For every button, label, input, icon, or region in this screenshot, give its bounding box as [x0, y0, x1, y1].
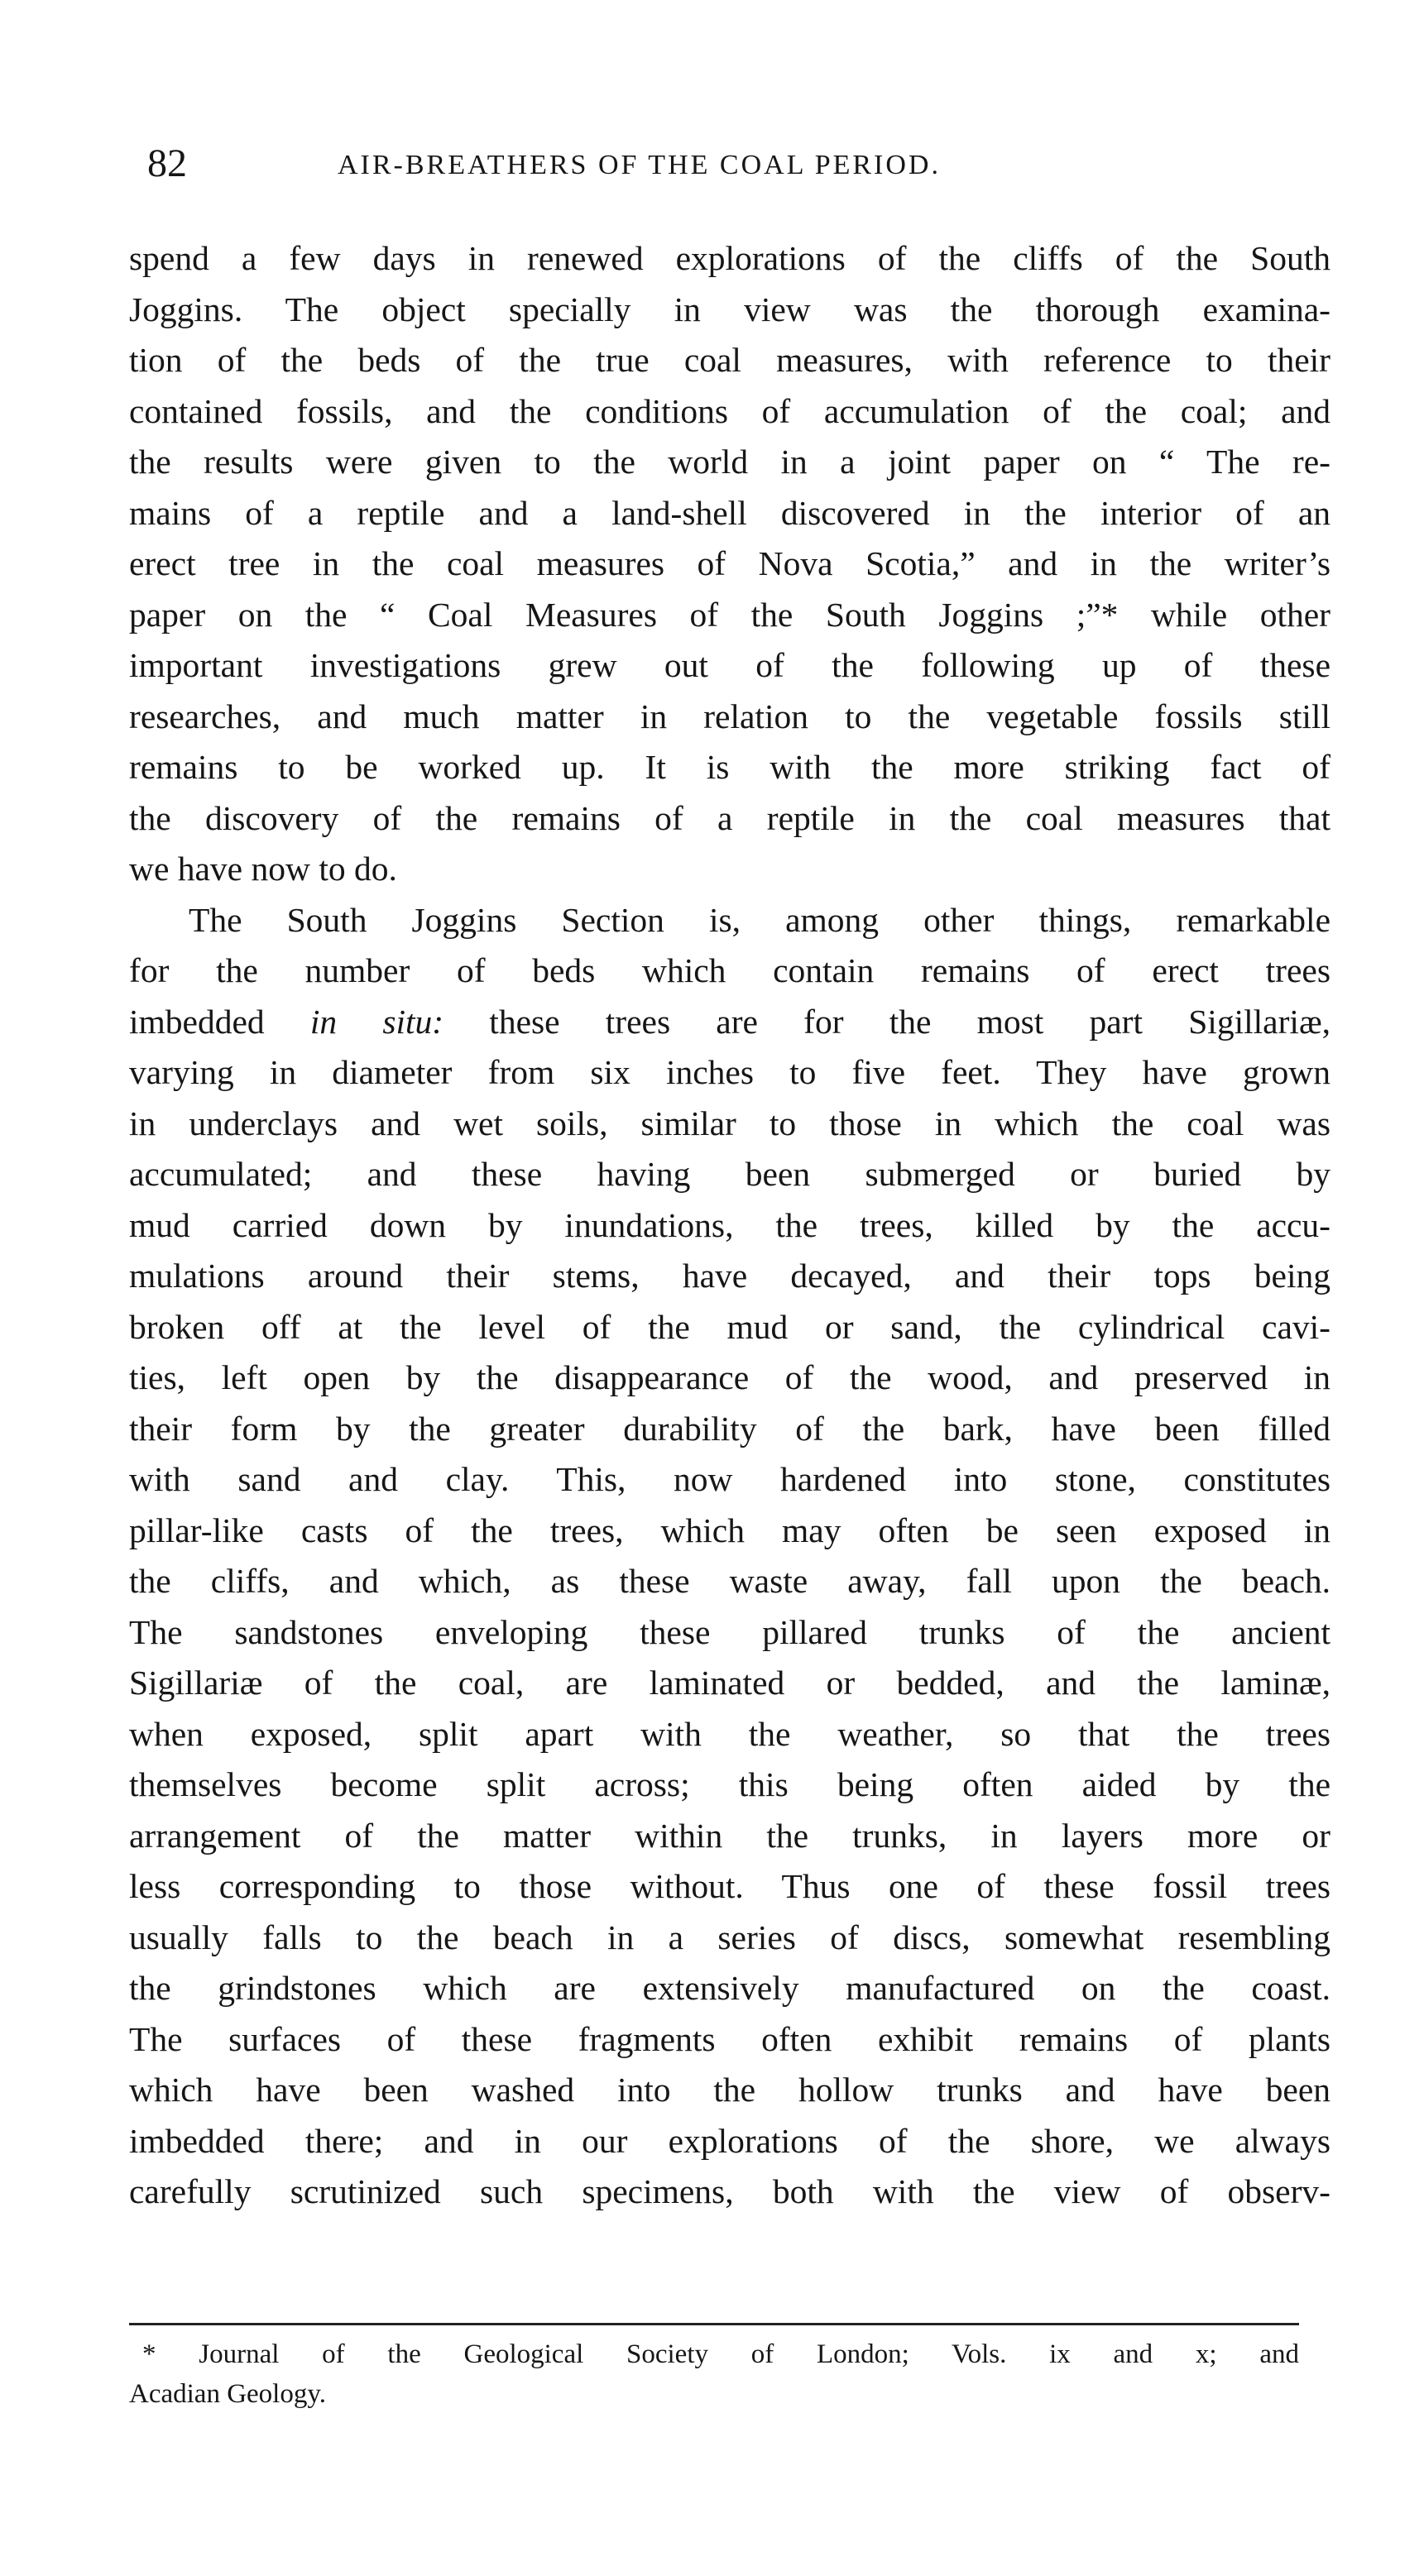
- text-line: in underclays and wet soils, similar to those in which the coal was: [129, 1104, 1331, 1142]
- text-line: important investigations grew out of the following up of these: [129, 646, 1331, 684]
- text-line: the grindstones which are extensively manufactured on the coast.: [129, 1969, 1331, 2007]
- text-line: The surfaces of these fragments often exhibit remains of plants: [129, 2019, 1331, 2058]
- page-header: [147, 139, 1331, 189]
- text-line: themselves become split across; this being often aided by the: [129, 1765, 1331, 1803]
- text-line: The sandstones enveloping these pillared trunks of the ancient: [129, 1612, 1331, 1651]
- footnote: [129, 2334, 1299, 2414]
- text-line: arrangement of the matter within the trunks, in layers more or: [129, 1816, 1331, 1855]
- text-line: mains of a reptile and a land-shell discovered in the interior of an: [129, 493, 1331, 532]
- text-line: when exposed, split apart with the weather, so that the trees: [129, 1714, 1331, 1753]
- text-line: with sand and clay. This, now hardened into stone, constitutes: [129, 1460, 1331, 1498]
- text-line: erect tree in the coal measures of Nova Scotia,” and in the writer’s: [129, 544, 1331, 582]
- body-text: [129, 233, 1331, 2218]
- text-line: researches, and much matter in relation to the vegetable fossils still: [129, 697, 1331, 735]
- text-line: mud carried down by inundations, the trees, killed by the accu-: [129, 1205, 1331, 1244]
- text-line: the cliffs, and which, as these waste away, fall upon the beach.: [129, 1562, 1331, 1600]
- text-line: usually falls to the beach in a series of discs, somewhat resembling: [129, 1918, 1331, 1956]
- footnote-line: Acadian Geology.: [129, 2379, 326, 2409]
- text-line: which have been washed into the hollow trunks and have been: [129, 2071, 1331, 2109]
- text-line: broken off at the level of the mud or sand, the cylindrical cavi-: [129, 1307, 1331, 1346]
- text-line: Joggins. The object specially in view was the thorough examina-: [129, 290, 1331, 328]
- text-run: imbedded: [129, 1002, 310, 1041]
- text-line: The South Joggins Section is, among other things, remarkable: [189, 900, 1331, 939]
- text-line: varying in diameter from six inches to five feet. They have grown: [129, 1053, 1331, 1091]
- text-line: spend a few days in renewed explorations of the cliffs of the South: [129, 239, 1331, 277]
- text-run: these trees are for the most part Sigillariæ,: [444, 1002, 1331, 1041]
- text-line: ties, left open by the disappearance of the wood, and preserved in: [129, 1358, 1331, 1396]
- text-line: [129, 997, 1331, 1048]
- text-line: carefully scrutinized such specimens, both with the view of observ-: [129, 2172, 1331, 2210]
- footnote-line: * Journal of the Geological Society of London; Vols. ix and x; and: [142, 2339, 1299, 2369]
- text-line: the discovery of the remains of a reptile in the coal measures that: [129, 798, 1331, 837]
- text-line: imbedded there; and in our explorations of the shore, we always: [129, 2121, 1331, 2160]
- italic-phrase: in situ:: [309, 1002, 444, 1041]
- text-line: tion of the beds of the true coal measures, with reference to their: [129, 341, 1331, 379]
- text-line: paper on the “ Coal Measures of the South Joggins ;”* while other: [129, 595, 1331, 634]
- text-line: we have now to do.: [129, 850, 397, 888]
- text-line: contained fossils, and the conditions of accumulation of the coal; and: [129, 391, 1331, 430]
- text-line: remains to be worked up. It is with the more striking fact of: [129, 748, 1331, 786]
- text-line: Sigillariæ of the coal, are laminated or bedded, and the laminæ,: [129, 1664, 1331, 1702]
- page-number: 82: [147, 141, 187, 185]
- text-line: mulations around their stems, have decayed, and their tops being: [129, 1257, 1331, 1295]
- text-line: the results were given to the world in a joint paper on “ The re-: [129, 443, 1331, 481]
- text-line: their form by the greater durability of the bark, have been filled: [129, 1409, 1331, 1448]
- footnote-divider: [129, 2323, 1299, 2325]
- text-line: accumulated; and these having been submerged or buried by: [129, 1155, 1331, 1193]
- text-line: for the number of beds which contain remains of erect trees: [129, 951, 1331, 989]
- text-line: less corresponding to those without. Thus one of these fossil trees: [129, 1867, 1331, 1905]
- paragraph-2: [129, 895, 1331, 2218]
- text-line: pillar-like casts of the trees, which may often be seen exposed in: [129, 1511, 1331, 1549]
- running-head: AIR-BREATHERS OF THE COAL PERIOD.: [338, 150, 941, 180]
- paragraph-1: [129, 233, 1331, 895]
